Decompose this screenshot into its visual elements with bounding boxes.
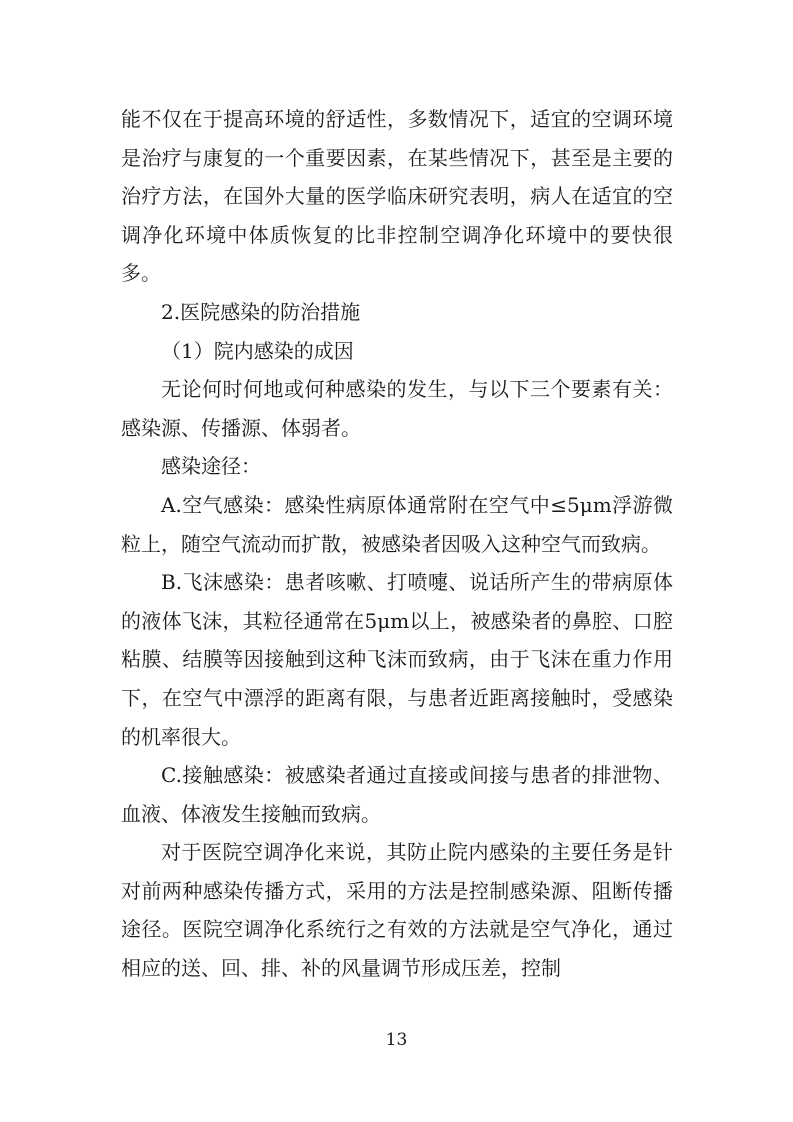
paragraph-hospital-hvac-task: 对于医院空调净化来说，其防止院内感染的主要任务是针对前两种感染传播方式，采用的方法是控制感染源、阻断传播途径。医院空调净化系统行之有效的方法就是空气净化，通过相应的送、回、排、补的风量调节形成压差，控制 — [121, 840, 673, 981]
paragraph-airborne-infection: A.空气感染：感染性病原体通常附在空气中≤5μm浮游微粒上，随空气流动而扩散，被感染者因吸入这种空气而致病。 — [121, 492, 673, 556]
body-text — [121, 100, 673, 988]
page-number: 13 — [385, 1030, 408, 1050]
paragraph-infection-routes-label: 感染途径： — [161, 454, 261, 479]
paragraph-intro-continuation: 能不仅在于提高环境的舒适性，多数情况下，适宜的空调环境是治疗与康复的一个重要因素，在某些情况下，甚至是主要的治疗方法，在国外大量的医学临床研究表明，病人在适宜的空调净化环境中体质恢复的比非控制空调净化环境中的要快很多。 — [121, 107, 673, 286]
paragraph-contact-infection: C.接触感染：被感染者通过直接或间接与患者的排泄物、血液、体液发生接触而致病。 — [121, 763, 673, 826]
paragraph-three-factors: 无论何时何地或何种感染的发生，与以下三个要素有关：感染源、传播源、体弱者。 — [121, 377, 673, 440]
subsection-heading-causes: （1）院内感染的成因 — [161, 338, 354, 363]
section-heading-prevention: 2.医院感染的防治措施 — [161, 299, 361, 324]
paragraph-droplet-infection: B.飞沫感染：患者咳嗽、打喷嚏、说话所产生的带病原体的液体飞沫，其粒径通常在5μm以上，被感染者的鼻腔、口腔粘膜、结膜等因接触到这种飞沫而致病，由于飞沫在重力作用下，在空气中漂浮的距离有限，与患者近距离接触时，受感染的机率很大。 — [121, 570, 673, 749]
